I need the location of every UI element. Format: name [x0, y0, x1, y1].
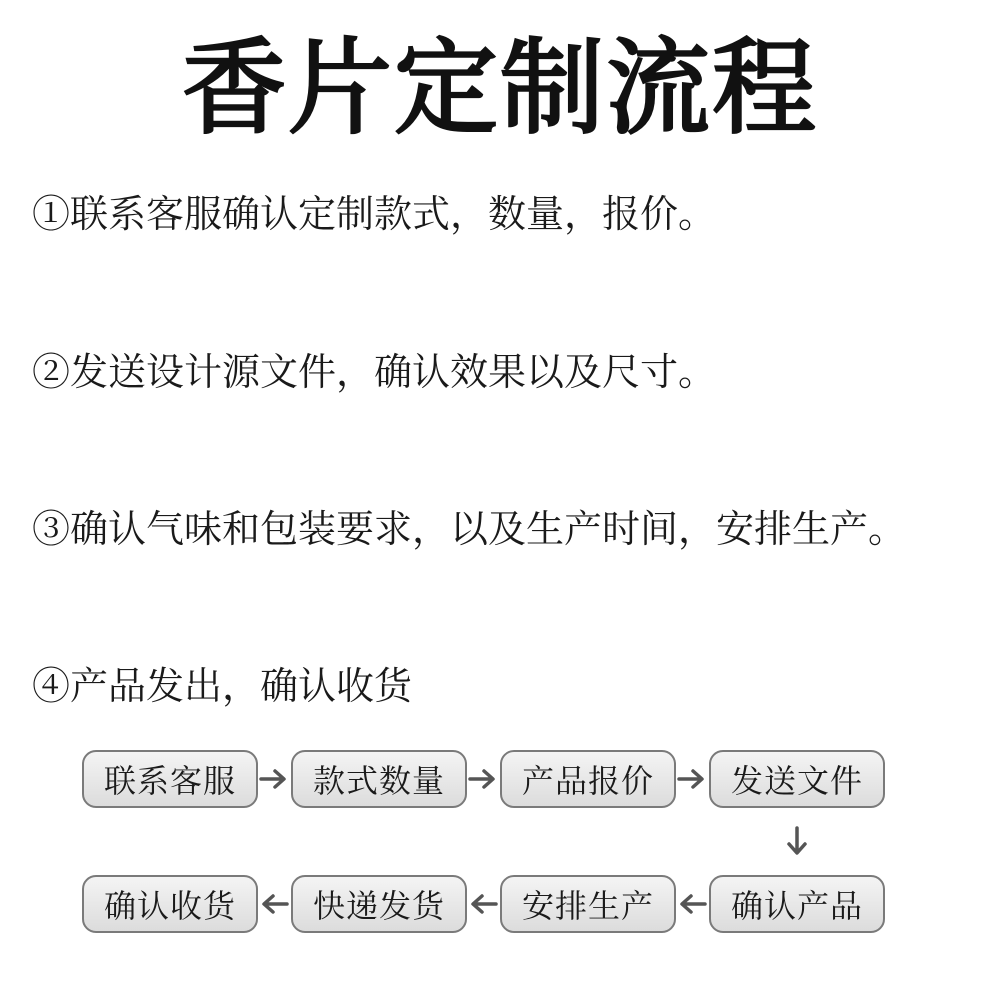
- page-title: 香片定制流程: [181, 27, 818, 149]
- arrow-left-icon: [258, 889, 290, 919]
- arrow-left-icon: [676, 889, 708, 919]
- step-1-text: ①联系客服确认定制款式，数量，报价。: [32, 192, 717, 236]
- arrow-down-icon: [782, 824, 812, 860]
- step-4-text: ④产品发出，确认收货: [32, 664, 413, 708]
- flow-node-send-file: 发送文件: [709, 750, 885, 808]
- arrow-right-icon: [258, 764, 290, 794]
- step-2-text: ②发送设计源文件，确认效果以及尺寸。: [32, 350, 717, 394]
- arrow-right-icon: [676, 764, 708, 794]
- flow-node-style-quantity: 款式数量: [291, 750, 467, 808]
- flow-node-product-quote: 产品报价: [500, 750, 676, 808]
- arrow-right-icon: [467, 764, 499, 794]
- arrow-left-icon: [467, 889, 499, 919]
- flow-node-express-shipping: 快递发货: [291, 875, 467, 933]
- flow-node-contact-service: 联系客服: [82, 750, 258, 808]
- flow-node-confirm-receipt: 确认收货: [82, 875, 258, 933]
- step-3-text: ③确认气味和包装要求，以及生产时间，安排生产。: [32, 507, 907, 551]
- flow-node-confirm-product: 确认产品: [709, 875, 885, 933]
- flow-node-arrange-production: 安排生产: [500, 875, 676, 933]
